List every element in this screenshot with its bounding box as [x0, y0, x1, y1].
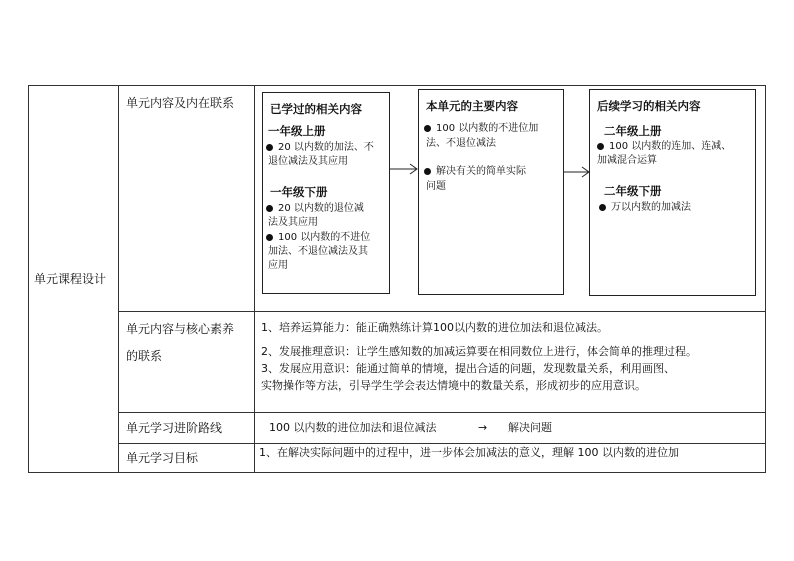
bullet-icon — [266, 234, 273, 241]
learned-item-1-cont: 退位减法及其应用 — [268, 156, 348, 167]
route-from: 100 以内数的进位加法和退位减法 — [269, 421, 437, 434]
main-content-title: 本单元的主要内容 — [426, 99, 518, 113]
col-divider-1 — [118, 85, 119, 473]
table-left-border — [28, 85, 29, 473]
literacy-line-4: 实物操作等方法，引导学生学会表达情境中的数量关系，形成初步的应用意识。 — [261, 379, 646, 392]
learned-item-2: 20 以内数的退位减 — [266, 202, 364, 216]
learned-item-1: 20 以内数的加法、不 — [266, 141, 374, 155]
table-right-border — [765, 85, 766, 473]
bullet-icon — [424, 125, 431, 132]
later-content-title: 后续学习的相关内容 — [597, 99, 701, 113]
later-item-1: 100 以内数的连加、连减、 — [597, 140, 731, 154]
literacy-line-1: 1、培养运算能力：能正确熟练计算100以内数的进位加法和退位减法。 — [261, 321, 608, 334]
literacy-line-3: 3、发展应用意识：能通过简单的情境，提出合适的问题，发现数量关系，利用画图、 — [261, 362, 675, 375]
learned-item-3-cont2: 应用 — [268, 260, 288, 271]
main-item-1: 100 以内数的不进位加 — [424, 122, 538, 136]
arrow-right-icon — [390, 163, 418, 175]
grade1-down-title: 一年级下册 — [270, 185, 328, 199]
later-item-1-cont: 加减混合运算 — [597, 155, 657, 166]
learned-content-title: 已学过的相关内容 — [270, 102, 362, 116]
row-divider-2 — [118, 412, 766, 413]
later-item-2: 万以内数的加减法 — [599, 201, 691, 215]
main-item-2: 解决有关的简单实际 — [424, 165, 526, 179]
bullet-icon — [597, 143, 604, 150]
row-header-unit-design: 单元课程设计 — [34, 272, 107, 286]
route-to: 解决问题 — [508, 421, 552, 434]
main-item-2-cont: 问题 — [426, 181, 446, 192]
bullet-icon — [266, 205, 273, 212]
learned-item-3-cont1: 加法、不退位减法及其 — [268, 246, 368, 257]
route-arrow: → — [478, 421, 488, 434]
section-label-literacy-1: 单元内容与核心素养 — [126, 322, 235, 336]
col-divider-2 — [254, 85, 255, 473]
section-label-goals: 单元学习目标 — [126, 451, 199, 465]
learned-item-3: 100 以内数的不进位 — [266, 231, 370, 245]
bullet-icon — [266, 144, 273, 151]
grade1-up-title: 一年级上册 — [268, 124, 326, 138]
row-divider-3 — [118, 443, 766, 444]
row-divider-1 — [118, 311, 766, 312]
table-top-border — [28, 85, 766, 86]
goals-line-1: 1、在解决实际问题中的过程中，进一步体会加减法的意义，理解 100 以内数的进位加 — [259, 446, 679, 459]
table-bottom-border — [28, 472, 766, 473]
main-item-1-cont: 法、不退位减法 — [426, 138, 496, 149]
section-label-literacy-2: 的联系 — [126, 349, 163, 363]
arrow-right-icon — [564, 166, 590, 178]
learned-item-2-cont: 法及其应用 — [268, 217, 318, 228]
section-label-content: 单元内容及内在联系 — [126, 96, 235, 110]
bullet-icon — [599, 204, 606, 211]
literacy-line-2: 2、发展推理意识：让学生感知数的加减运算要在相同数位上进行，体会简单的推理过程。 — [261, 345, 697, 358]
grade2-up-title: 二年级上册 — [604, 124, 662, 138]
bullet-icon — [424, 168, 431, 175]
section-label-route: 单元学习进阶路线 — [126, 421, 223, 435]
grade2-down-title: 二年级下册 — [604, 184, 662, 198]
